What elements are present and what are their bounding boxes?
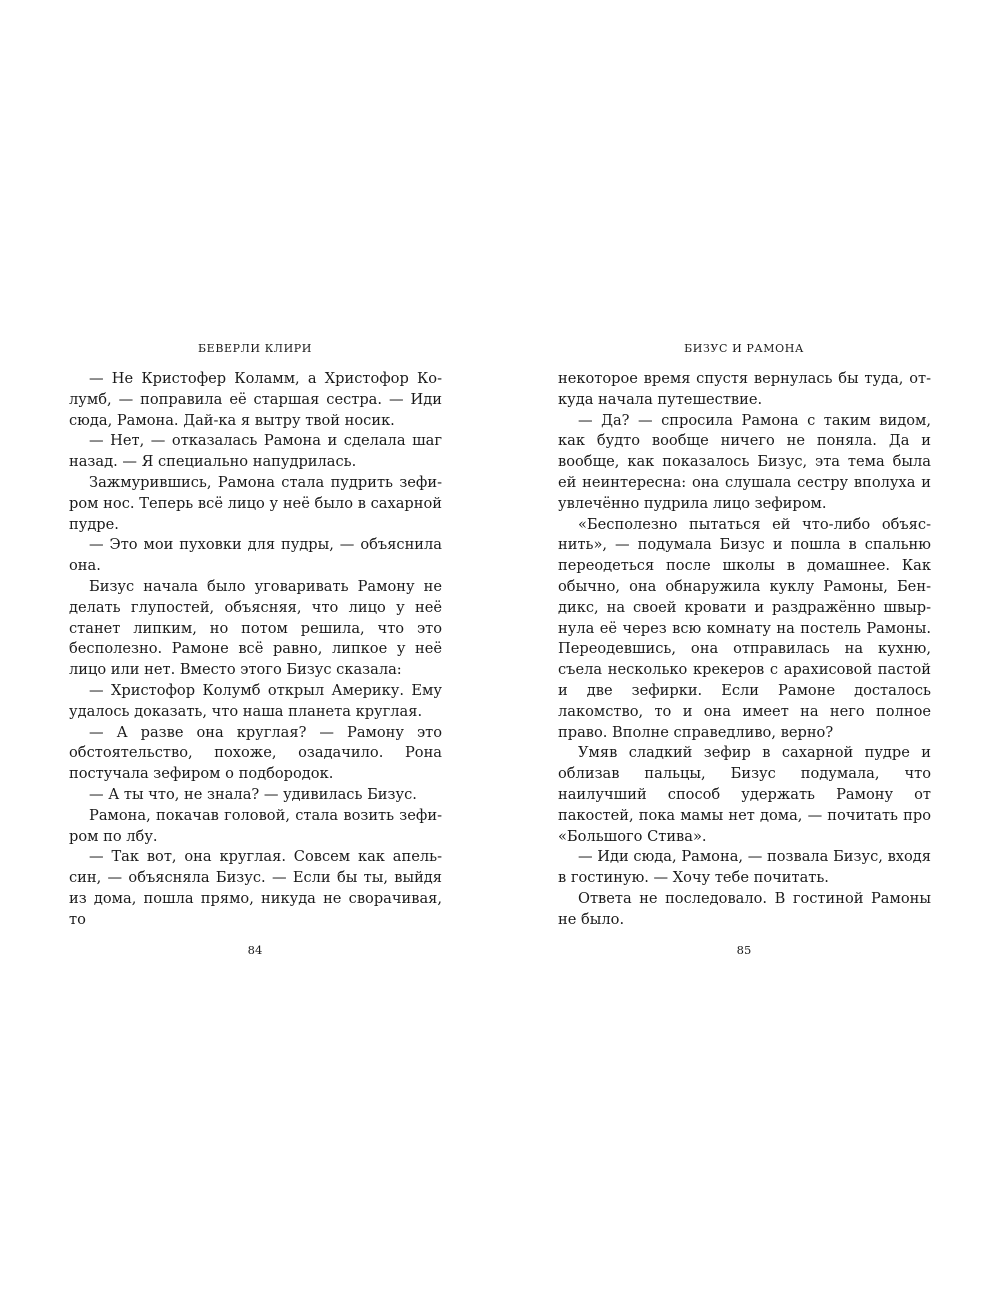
paragraph: — Христофор Колумб открыл Америку. Ему удалось доказать, что наша планета круглая. xyxy=(69,681,442,720)
paragraph: — А ты что, не знала? — удивилась Бизус. xyxy=(89,785,417,803)
running-head-author: БЕВЕРЛИ КЛИРИ xyxy=(198,342,312,355)
paragraph: — Да? — спросила Рамона с таким видом, как будто вообще ничего не поняла. Да и вообще, как показалось Бизус, эта тема была ей неинтересна: она слушала сестру вполуха и увлечённо пудрила лицо зефиром. xyxy=(558,411,931,512)
paragraph: Ответа не последовало. В гостиной Рамоны не было. xyxy=(558,889,931,928)
left-text-block xyxy=(69,369,442,931)
paragraph: — Это мои пуховки для пудры, — объяснила она. xyxy=(69,536,442,575)
paragraph: Умяв сладкий зефир в сахарной пудре и облизав пальцы, Бизус подумала, что наилучший способ удержать Рамону от пакостей, пока мамы нет дома, — почитать про «Большого Стива». xyxy=(558,744,931,845)
paragraph: Рамона, покачав головой, стала возить зефиром по лбу. xyxy=(69,806,442,845)
paragraph: — Иди сюда, Рамона, — позвала Бизус, входя в гостиную. — Хочу тебе почитать. xyxy=(558,848,931,887)
paragraph: — А разве она круглая? — Рамону это обстоятельство, похоже, озадачило. Рона постучала зефиром о подбородок. xyxy=(69,723,442,783)
paragraph: некоторое время спустя вернулась бы туда, откуда начала путешествие. xyxy=(558,370,931,408)
paragraph: — Не Кристофер Коламм, а Христофор Колумб, — поправила её старшая сестра. — Иди сюда, Рамона. Дай-ка я вытру твой носик. xyxy=(69,370,442,429)
page-number-right: 85 xyxy=(736,943,752,957)
paragraph: — Так вот, она круглая. Совсем как апельсин, — объясняла Бизус. — Если бы ты, выйдя из дома, пошла прямо, никуда не сворачивая, то xyxy=(69,848,442,928)
page-number-left: 84 xyxy=(247,943,263,957)
paragraph: Бизус начала было уговаривать Рамону не делать глупостей, объясняя, что лицо у неё станет липким, но потом решила, что это бесполезно. Рамоне всё равно, липкое у неё лицо или нет. Вместо этого Бизус сказала: xyxy=(69,577,442,679)
right-text-block xyxy=(558,369,931,931)
right-page xyxy=(500,0,1000,1300)
paragraph: Зажмурившись, Рамона стала пудрить зефиром нос. Теперь всё лицо у неё было в сахарной пудре. xyxy=(69,473,442,533)
paragraph: «Бесполезно пытаться ей что-либо объяснить», — подумала Бизус и пошла в спальню переодеться после школы в домашнее. Как обычно, она обнаружила куклу Рамоны, Бендикс, на своей кровати и раздражённо швырнула её через всю комнату на постель Рамоны. Переодевшись, она отправилась на кухню, съела несколько крекеров с арахисовой пастой и две зефирки. Если Рамоне досталось лакомство, то и она имеет на него полное право. Вполне справедливо, верно? xyxy=(558,515,931,741)
paragraph: — Нет, — отказалась Рамона и сделала шаг назад. — Я специально напудрилась. xyxy=(69,432,442,471)
running-head-title: БИЗУС И РАМОНА xyxy=(684,342,804,355)
